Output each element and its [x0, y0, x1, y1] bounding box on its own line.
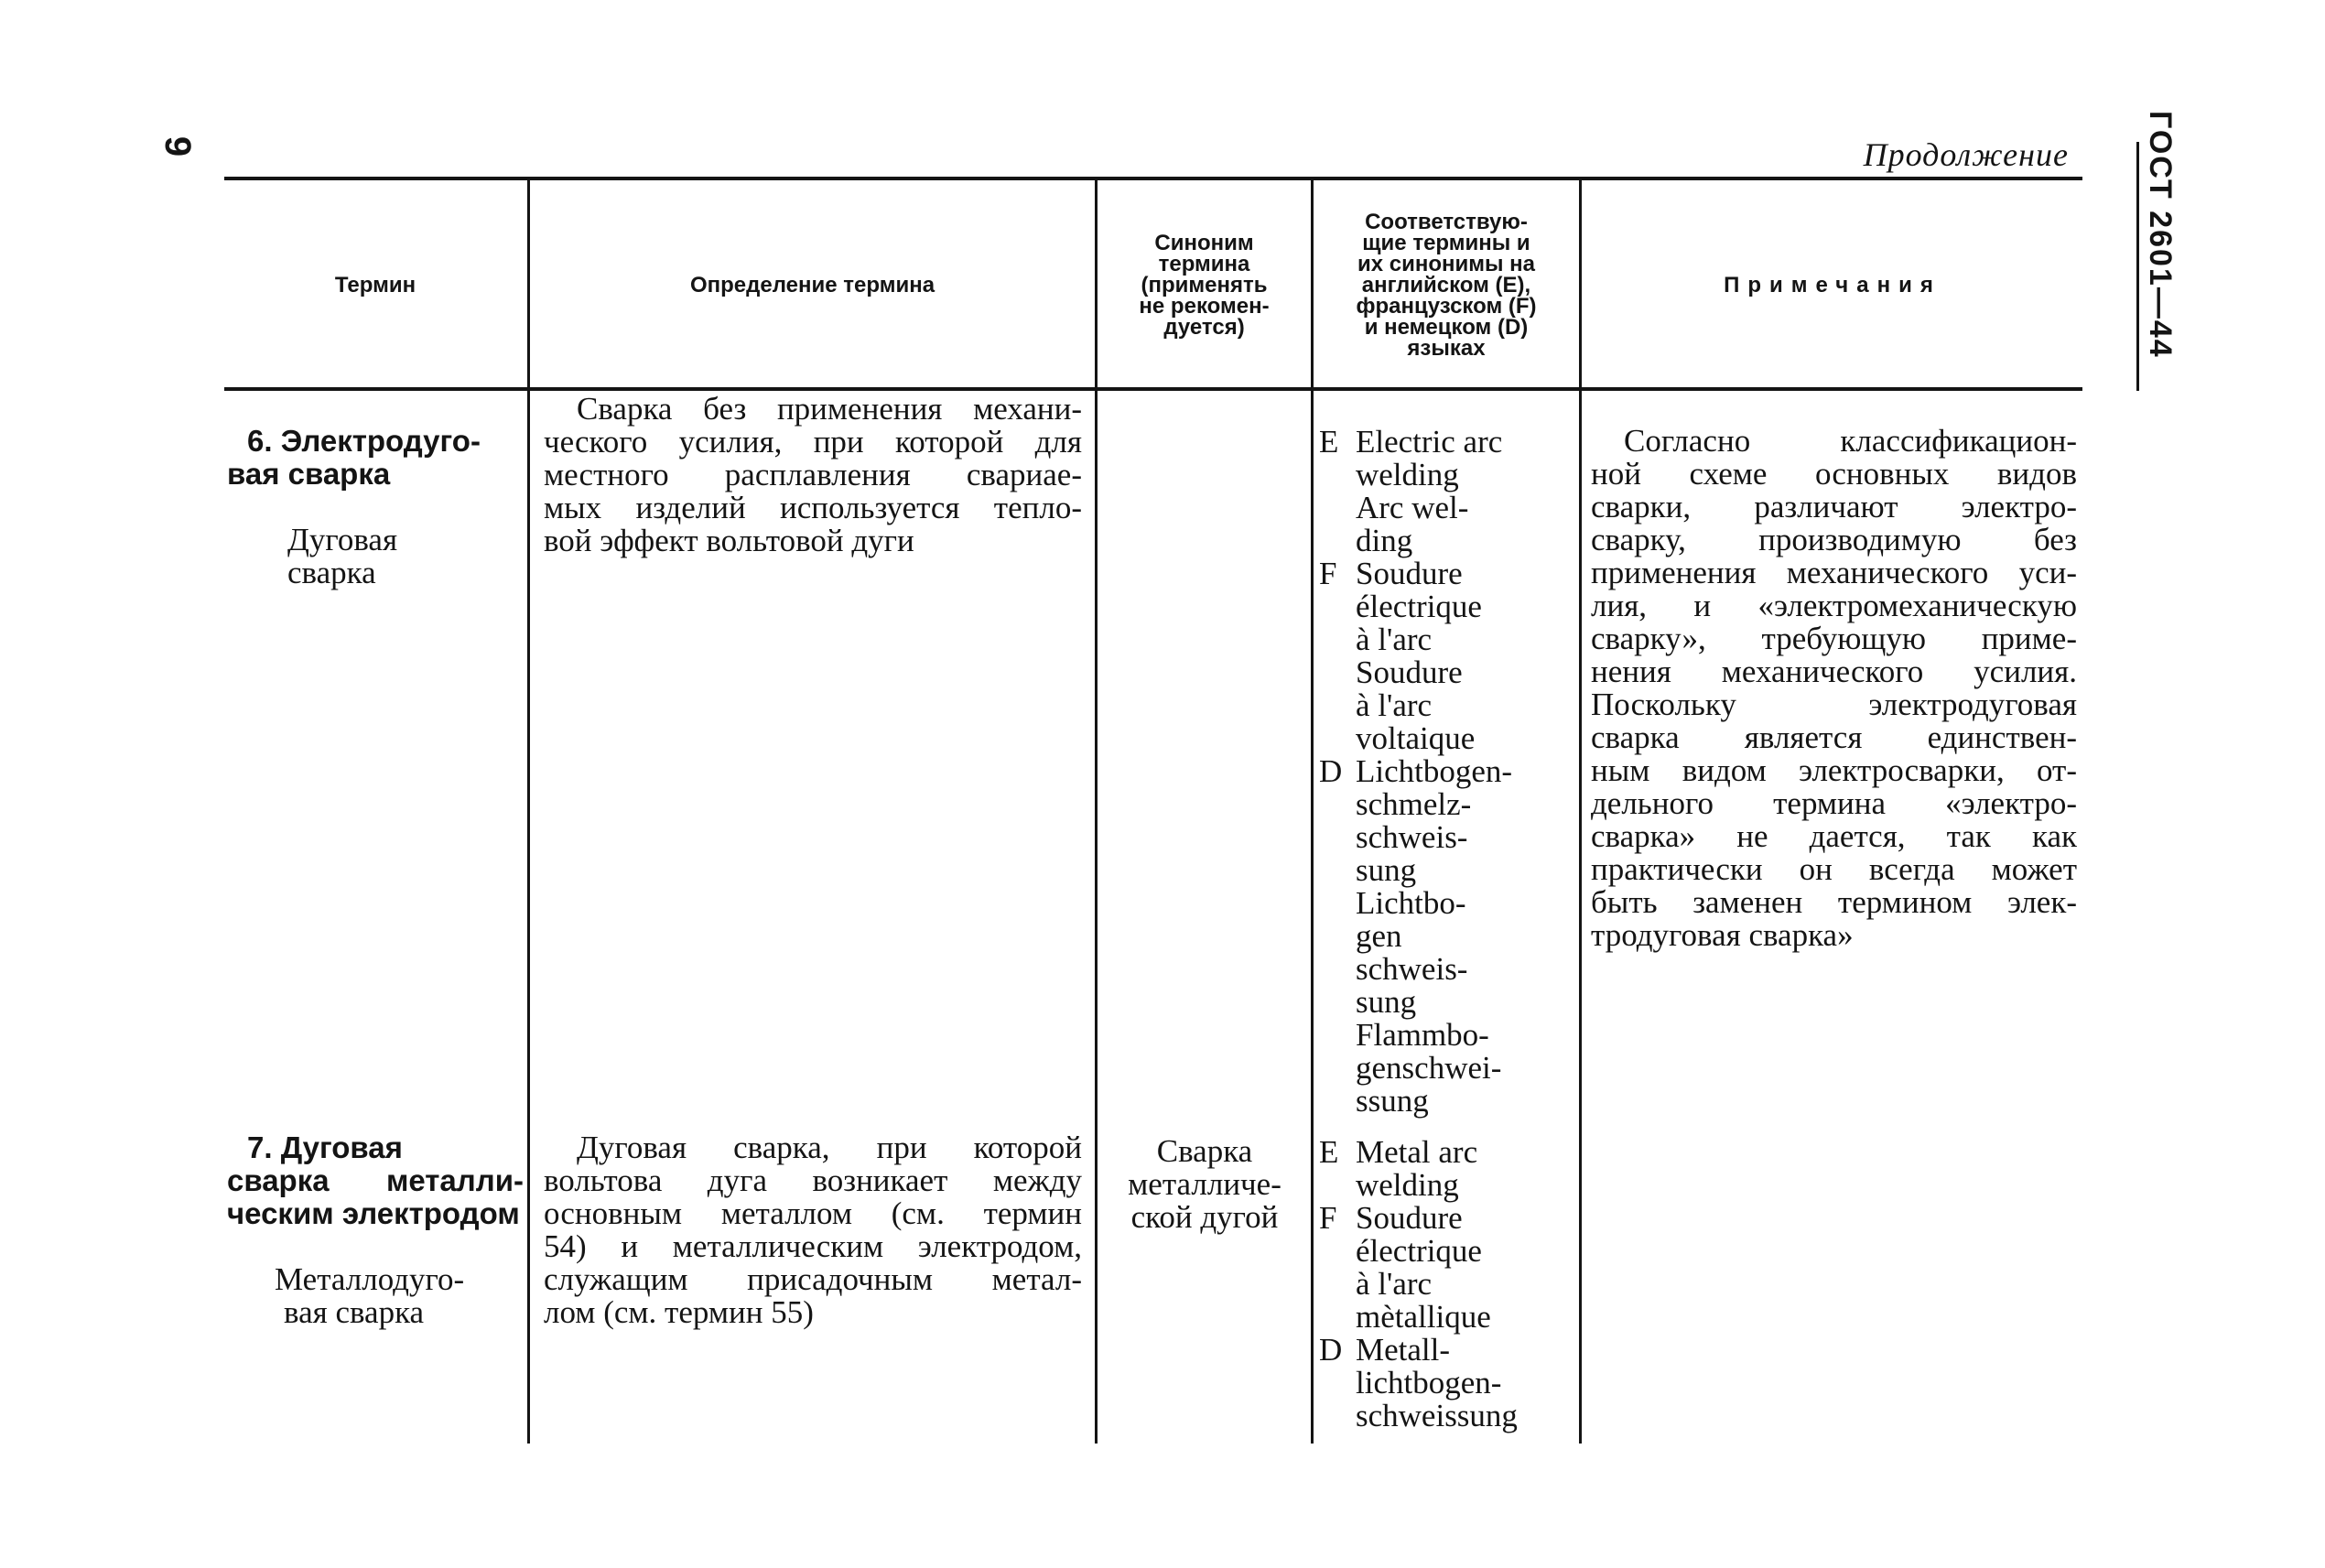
foreign-6-line: [1319, 524, 1577, 557]
foreign-term: schweis-: [1356, 951, 1468, 987]
alt-term-6-line: сварка: [287, 555, 376, 590]
definition-6-line: Сварка без применения механи-: [577, 391, 1082, 427]
foreign-term: électrique: [1356, 1233, 1482, 1269]
notes-6-line: ной схеме основных видов: [1591, 456, 2077, 492]
column-divider-3: [1311, 180, 1314, 1444]
term-7-line: 7. Дуговая: [247, 1130, 403, 1164]
foreign-6-line: [1319, 1052, 1577, 1085]
definition-6-line: мых изделий используется тепло-: [544, 490, 1082, 525]
lang-code: D: [1319, 753, 1343, 789]
foreign-7-line: [1319, 1367, 1577, 1400]
foreign-7-line: [1319, 1235, 1577, 1268]
definition-6: [544, 393, 1082, 557]
alt-term-7-line: вая сварка: [284, 1294, 425, 1330]
foreign-term: mètallique: [1356, 1299, 1491, 1335]
foreign-term: ding: [1356, 523, 1413, 558]
header-foreign-line: щие термины и: [1362, 230, 1530, 255]
definition-7-line: 54) и металлическим электродом,: [544, 1228, 1082, 1264]
foreign-6-line: [1319, 623, 1577, 656]
foreign-6-line: [1319, 557, 1577, 590]
page-number: 9: [157, 135, 198, 157]
lang-code: E: [1319, 424, 1339, 460]
foreign-6-line: [1319, 854, 1577, 887]
header-bottom-rule: [224, 387, 2082, 391]
foreign-term: sung: [1356, 852, 1417, 888]
foreign-7: [1319, 1136, 1577, 1433]
notes-6-line: сварки, различают электро-: [1591, 489, 2077, 524]
header-definition-label: Определение термина: [689, 272, 935, 297]
foreign-6-line: [1319, 821, 1577, 854]
header-synonym: [1098, 183, 1310, 386]
notes-6-line: сварка является единствен-: [1591, 719, 2077, 755]
foreign-6-line: [1319, 656, 1577, 689]
lang-code: F: [1319, 556, 1337, 591]
header-notes-label: Примечания: [1724, 272, 1941, 297]
notes-6-line: сварку, производимую без: [1591, 522, 2077, 557]
foreign-term: Flammbo-: [1356, 1017, 1489, 1053]
foreign-term: Soudure: [1356, 556, 1463, 591]
term-6: [227, 425, 524, 491]
alt-term-7-line: Металлодуго-: [275, 1261, 465, 1297]
header-term: [224, 183, 526, 386]
header-synonym-line: дуется): [1163, 314, 1245, 340]
foreign-term: à l'arc: [1356, 1266, 1433, 1302]
foreign-term: électrique: [1356, 589, 1482, 624]
header-definition: [531, 183, 1094, 386]
foreign-6-line: [1319, 590, 1577, 623]
lang-code: D: [1319, 1332, 1343, 1368]
foreign-6-line: [1319, 953, 1577, 986]
header-synonym-line: Синоним: [1154, 230, 1254, 255]
term-6-line: 6. Электродуго-: [247, 424, 481, 458]
foreign-7-line: [1319, 1202, 1577, 1235]
column-divider-2: [1095, 180, 1098, 1444]
notes-6-line: быть заменен термином элек-: [1591, 884, 2077, 920]
header-term-label: Термин: [334, 272, 416, 297]
notes-6-line: сварку», требующую приме-: [1591, 621, 2077, 656]
definition-7-line: лом (см. термин 55): [544, 1294, 814, 1330]
notes-6-line: ным видом электросварки, от-: [1591, 752, 2077, 788]
notes-6-line: лия, и «электромеханическую: [1591, 588, 2077, 623]
foreign-term: Arc wel-: [1356, 490, 1469, 525]
notes-6-line: Поскольку электродуговая: [1591, 687, 2077, 722]
foreign-term: schweissung: [1356, 1398, 1518, 1433]
notes-6: [1591, 425, 2077, 952]
definition-7-line: служащим присадочным метал-: [544, 1261, 1082, 1297]
foreign-term: schmelz-: [1356, 786, 1472, 822]
definition-6-line: ческого усилия, при которой для: [544, 424, 1082, 460]
notes-6-line: нения механического усилия.: [1591, 654, 2077, 689]
notes-6-line: практически он всегда может: [1591, 851, 2077, 887]
foreign-term: à l'arc: [1356, 622, 1433, 657]
foreign-6-line: [1319, 1085, 1577, 1118]
definition-6-line: местного расплавления свариае-: [544, 457, 1082, 492]
foreign-term: Electric arc: [1356, 424, 1503, 460]
synonym-7-line: Сварка: [1156, 1133, 1253, 1169]
foreign-term: lichtbogen-: [1356, 1365, 1502, 1400]
foreign-6-line: [1319, 426, 1577, 459]
foreign-term: sung: [1356, 984, 1417, 1020]
definition-7: [544, 1131, 1082, 1329]
synonym-7-line: ской дугой: [1130, 1199, 1279, 1235]
synonym-7-line: металличе-: [1128, 1166, 1281, 1202]
foreign-6-line: [1319, 986, 1577, 1019]
header-synonym-line: не рекомен-: [1139, 293, 1270, 319]
column-divider-1: [527, 180, 530, 1444]
definition-7-line: основным металлом (см. термин: [544, 1195, 1082, 1231]
synonym-7: [1101, 1135, 1308, 1234]
header-foreign-line: их синонимы на: [1357, 251, 1536, 276]
notes-6-line: тродуговая сварка»: [1591, 917, 1854, 953]
term-6-line: вая сварка: [227, 457, 391, 491]
header-foreign: [1314, 183, 1578, 386]
gost-number: ГОСТ 2601—44: [2143, 111, 2178, 359]
table-top-rule: [224, 177, 2082, 180]
gost-rule: [2136, 142, 2139, 391]
header-foreign-line: английском (E),: [1361, 272, 1531, 297]
foreign-7-line: [1319, 1268, 1577, 1301]
foreign-6-line: [1319, 755, 1577, 788]
foreign-6-line: [1319, 492, 1577, 524]
definition-7-line: вольтова дуга возникает между: [544, 1162, 1082, 1198]
foreign-term: schweis-: [1356, 819, 1468, 855]
foreign-term: welding: [1356, 457, 1459, 492]
header-foreign-line: Соответствую-: [1365, 209, 1528, 234]
lang-code: E: [1319, 1134, 1339, 1170]
term-7-line: ческим электродом: [227, 1196, 520, 1230]
header-foreign-line: французском (F): [1356, 293, 1537, 319]
foreign-term: genschwei-: [1356, 1050, 1502, 1086]
foreign-6-line: [1319, 689, 1577, 722]
alt-term-7: [275, 1263, 513, 1329]
foreign-6-line: [1319, 788, 1577, 821]
header-synonym-line: (применять: [1141, 272, 1268, 297]
alt-term-6: [287, 524, 516, 589]
notes-6-line: Согласно классификацион-: [1624, 423, 2077, 459]
foreign-6-line: [1319, 920, 1577, 953]
foreign-term: voltaique: [1356, 720, 1476, 756]
foreign-term: Metal arc: [1356, 1134, 1478, 1170]
foreign-term: welding: [1356, 1167, 1459, 1203]
header-foreign-line: языках: [1407, 335, 1486, 361]
foreign-6-line: [1319, 459, 1577, 492]
term-7-line: сварка металли-: [227, 1163, 524, 1197]
foreign-term: Lichtbo-: [1356, 885, 1466, 921]
header-notes: [1583, 183, 2082, 386]
foreign-6-line: [1319, 1019, 1577, 1052]
foreign-7-line: [1319, 1136, 1577, 1169]
foreign-term: ssung: [1356, 1083, 1429, 1119]
continuation-label: Продолжение: [1863, 136, 2069, 173]
foreign-term: gen: [1356, 918, 1402, 954]
alt-term-6-line: Дуговая: [287, 522, 398, 557]
foreign-7-line: [1319, 1169, 1577, 1202]
column-divider-4: [1579, 180, 1582, 1444]
foreign-term: Soudure: [1356, 654, 1463, 690]
foreign-7-line: [1319, 1334, 1577, 1367]
lang-code: F: [1319, 1200, 1337, 1236]
foreign-7-line: [1319, 1400, 1577, 1433]
foreign-term: Soudure: [1356, 1200, 1463, 1236]
foreign-6-line: [1319, 722, 1577, 755]
foreign-6-line: [1319, 887, 1577, 920]
notes-6-line: дельного термина «электро-: [1591, 785, 2077, 821]
foreign-term: Metall-: [1356, 1332, 1451, 1368]
definition-7-line: Дуговая сварка, при которой: [577, 1130, 1082, 1165]
foreign-7-line: [1319, 1301, 1577, 1334]
definition-6-line: вой эффект вольтовой дуги: [544, 523, 914, 558]
foreign-term: à l'arc: [1356, 687, 1433, 723]
header-foreign-line: и немецком (D): [1364, 314, 1529, 340]
foreign-term: Lichtbogen-: [1356, 753, 1513, 789]
notes-6-line: применения механического уси-: [1591, 555, 2077, 590]
notes-6-line: сварка» не дается, так как: [1591, 818, 2077, 854]
header-synonym-line: термина: [1158, 251, 1250, 276]
foreign-6: [1319, 426, 1577, 1118]
term-7: [227, 1131, 524, 1230]
